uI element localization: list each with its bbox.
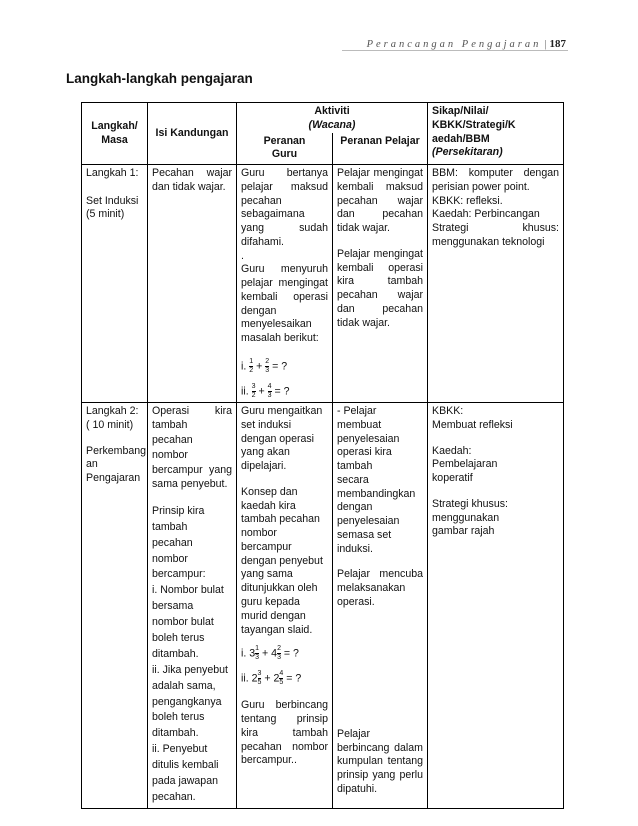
running-title: Perancangan Pengajaran — [366, 39, 542, 50]
cell-pelajar-2: - Pelajar membuat penyelesaian operasi kira tambah secara membandingkan dengan penyelesaian semasa set induksi. Pelajar mencuba melaksanakan operasi. Pelajar berbincang dalam kumpulan tentang prinsip yang perlu dipatuhi. — [333, 403, 428, 809]
page-number: 187 — [549, 38, 566, 50]
table-row — [82, 403, 564, 809]
header-rule — [342, 50, 568, 51]
running-header — [0, 38, 566, 50]
cell-isi-1: Pecahan wajar dan tidak wajar. — [148, 165, 237, 403]
header-aktiviti: Aktiviti (Wacana) — [237, 103, 428, 133]
question-1: i. $\frac{1}{2}$ + $\frac{2}{3}$ = ? — [241, 358, 288, 375]
header-peranan-pelajar: Peranan Pelajar — [333, 133, 428, 165]
cell-langkah-2: Langkah 2: ( 10 minit) Perkembang an Pengajaran — [82, 403, 148, 809]
question-mixed-2: ii. 2 $\frac{3}{5}$ + 2 $\frac{4}{5}$ = ? — [241, 670, 302, 687]
question-2: ii. $\frac{3}{2}$ + $\frac{4}{3}$ = ? — [241, 383, 290, 400]
lesson-steps-table — [81, 102, 564, 809]
table-row — [82, 165, 564, 403]
cell-pelajar-1: Pelajar mengingat kembali maksud pecahan wajar dan pecahan tidak wajar. Pelajar mengingat kembali operasi kira tambah pecahan wajar dan pecahan tidak wajar. — [333, 165, 428, 403]
cell-guru-1: Guru bertanya pelajar maksud pecahan sebagaimana yang sudah difahami. . Guru menyuruh pelajar mengingat kembali operasi dengan menyelesaikan masalah berikut: i. $\frac{1}{2}$ + $\frac{2}{3}$ = ? ii. $\frac{3}{2}$ + $\frac{4}{3}$ = ? — [237, 165, 333, 403]
cell-sikap-2: KBKK: Membuat refleksi Kaedah: Pembelajaran koperatif Strategi khusus: menggunakan gambar rajah — [428, 403, 564, 809]
table-header-row — [82, 103, 564, 133]
cell-sikap-1: BBM: komputer dengan perisian power point. KBKK: refleksi. Kaedah: Perbincangan Strategi khusus: menggunakan teknologi — [428, 165, 564, 403]
header-sikap: Sikap/Nilai/ KBKK/Strategi/K aedah/BBM (Persekitaran) — [428, 103, 564, 165]
section-title: Langkah-langkah pengajaran — [66, 71, 253, 86]
cell-guru-2: Guru mengaitkan set induksi dengan operasi yang akan dipelajari. Konsep dan kaedah kira tambah pecahan nombor bercampur dengan penyebut yang sama ditunjukkan oleh guru kepada murid dengan tayangan slaid. i. 3 $\frac{1}{3}$ + 4 $\frac{2}{3}$ = ? ii. 2 $\frac{3}{5}$ + 2 $\frac{4}{5}$ = ? Guru berbincang tentang prinsip kira tambah pecahan nombor bercampur.. — [237, 403, 333, 809]
cell-langkah-1: Langkah 1: Set Induksi (5 minit) — [82, 165, 148, 403]
header-separator: | — [544, 39, 547, 50]
cell-isi-2: Operasi kira tambah pecahan nombor bercampur yang sama penyebut. Prinsip kira tambah pecahan nombor bercampur: i. Nombor bulat bersama nombor bulat boleh terus ditambah. ii. Jika penyebut adalah sama, pengangkanya boleh terus ditambah. ii. Penyebut ditulis kembali pada jawapan pecahan. — [148, 403, 237, 809]
header-peranan-guru: Peranan Guru — [237, 133, 333, 165]
question-mixed-1: i. 3 $\frac{1}{3}$ + 4 $\frac{2}{3}$ = ? — [241, 645, 299, 662]
header-isi: Isi Kandungan — [148, 103, 237, 165]
header-langkah: Langkah/ Masa — [82, 103, 148, 165]
